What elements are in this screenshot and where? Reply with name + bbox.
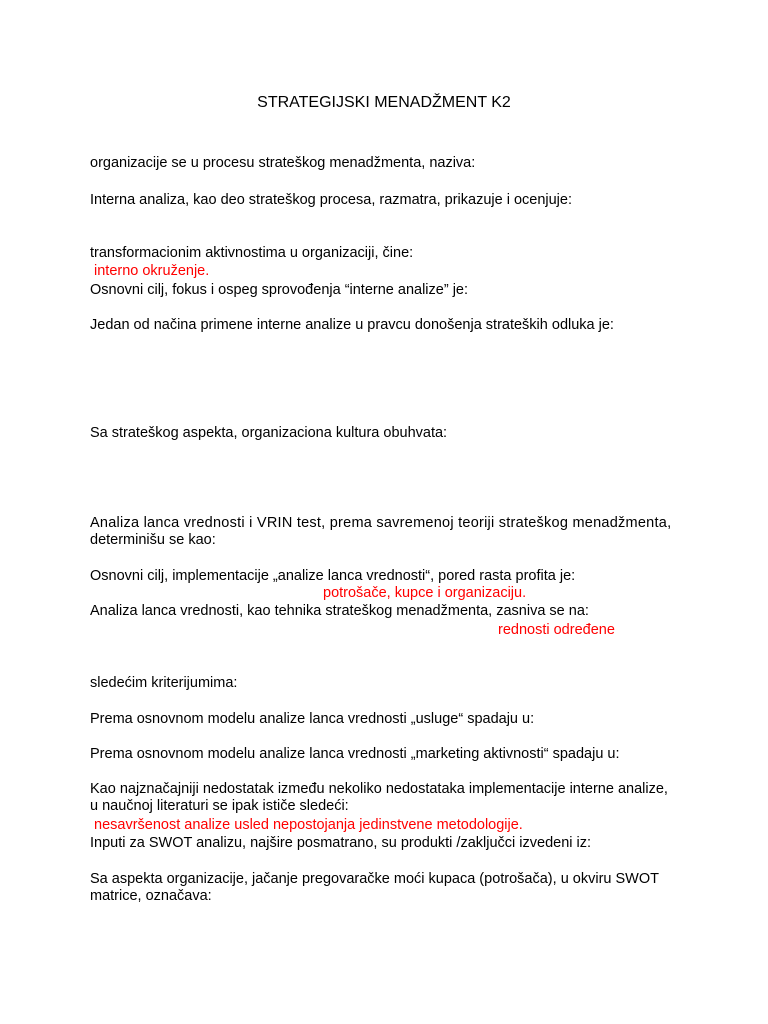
- answer-line: nesavršenost analize usled nepostojanja jedinstvene metodologije.: [94, 817, 523, 833]
- question-line: Analiza lanca vrednosti, kao tehnika strateškog menadžmenta, zasniva se na:: [90, 603, 589, 619]
- question-line: determinišu se kao:: [90, 532, 216, 548]
- question-line: Kao najznačajniji nedostatak između nekoliko nedostataka implementacije interne analize,: [90, 781, 668, 797]
- question-line: transformacionim aktivnostima u organizaciji, čine:: [90, 245, 414, 261]
- question-line: Interna analiza, kao deo strateškog procesa, razmatra, prikazuje i ocenjuje:: [90, 192, 572, 208]
- question-line: Osnovni cilj, fokus i ospeg sprovođenja “interne analize” je:: [90, 282, 469, 298]
- question-line: Analiza lanca vrednosti i VRIN test, prema savremenoj teoriji strateškog menadžmenta,: [90, 515, 672, 531]
- answer-line: interno okruženje.: [94, 263, 210, 279]
- question-line: Sa strateškog aspekta, organizaciona kultura obuhvata:: [90, 425, 448, 441]
- answer-line: potrošače, kupce i organizaciju.: [323, 585, 527, 601]
- question-line: Inputi za SWOT analizu, najšire posmatrano, su produkti /zaključci izvedeni iz:: [90, 835, 592, 851]
- question-line: Prema osnovnom modelu analize lanca vrednosti „marketing aktivnosti“ spadaju u:: [90, 746, 620, 762]
- question-line: Jedan od načina primene interne analize u pravcu donošenja strateških odluka je:: [90, 317, 614, 333]
- question-line: sledećim kriterijumima:: [90, 675, 238, 691]
- question-line: Osnovni cilj, implementacije „analize lanca vrednosti“, pored rasta profita je:: [90, 568, 576, 584]
- answer-line: rednosti određene: [498, 622, 615, 638]
- question-line: Prema osnovnom modelu analize lanca vrednosti „usluge“ spadaju u:: [90, 711, 535, 727]
- document-title: STRATEGIJSKI MENADŽMENT K2: [257, 94, 511, 111]
- question-line: matrice, označava:: [90, 888, 212, 904]
- question-line: organizacije se u procesu strateškog menadžmenta, naziva:: [90, 155, 476, 171]
- question-line: Sa aspekta organizacije, jačanje pregovaračke moći kupaca (potrošača), u okviru SWOT: [90, 871, 659, 887]
- question-line: u naučnoj literaturi se ipak ističe sledeći:: [90, 798, 349, 814]
